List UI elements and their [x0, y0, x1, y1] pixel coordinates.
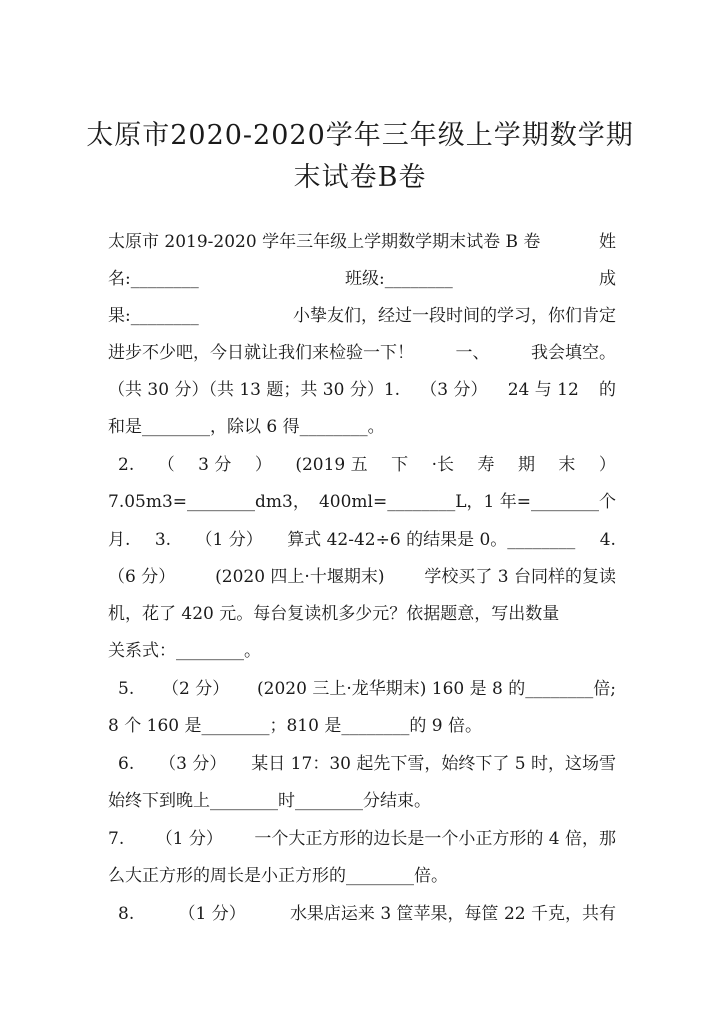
text-segment: 寿	[477, 455, 495, 475]
text-segment: ）	[254, 455, 272, 475]
text-line-13	[118, 677, 616, 701]
text-segment: 机，花了 420 元。每台复读机多少元？依据题意，写出数量	[108, 604, 560, 624]
text-line-8	[108, 490, 616, 514]
text-segment: 4.	[599, 530, 616, 550]
text-segment: 8.	[118, 904, 135, 924]
text-segment: (2019 五	[295, 455, 368, 475]
text-line-19	[118, 902, 616, 926]
text-segment: ）	[598, 455, 616, 475]
text-segment: 5.	[118, 679, 135, 699]
text-segment: 8 个 160 是________；810 是________的 9 倍。	[108, 716, 482, 736]
text-segment: ·长	[431, 455, 454, 475]
text-segment: 24 与 12	[507, 380, 579, 400]
text-line-3	[108, 304, 616, 328]
text-segment: 的	[598, 380, 616, 400]
text-segment: 我会填空。	[531, 343, 616, 363]
text-segment: （共 30 分）（共 13 题；共 30 分）1.	[108, 380, 401, 400]
document-title-line-1: 太原市2020-2020学年三年级上学期数学期	[86, 120, 634, 151]
text-segment: 2.	[118, 455, 135, 475]
text-segment: （2 分）	[162, 679, 230, 699]
text-line-7	[118, 453, 616, 477]
text-segment: 某日 17：30 起先下雪，始终下了 5 时，这场雪	[251, 754, 616, 774]
text-segment: 关系式：________。	[108, 641, 261, 661]
text-line-11	[108, 602, 616, 626]
text-line-16	[108, 789, 616, 813]
text-segment: 6.	[118, 754, 135, 774]
text-segment: 算式 42-42÷6 的结果是 0。________	[287, 530, 576, 550]
text-segment: 和是________，除以 6 得________。	[108, 417, 385, 437]
text-segment: (2020 三上·龙华期末) 160 是 8 的________倍;	[257, 679, 616, 699]
text-line-1	[108, 230, 616, 254]
text-line-17	[108, 827, 616, 851]
text-segment: 7.	[108, 829, 125, 849]
text-segment: （1 分）	[195, 530, 263, 550]
text-segment: 下	[391, 455, 409, 475]
text-segment: （1 分）	[155, 829, 223, 849]
text-line-14	[108, 714, 616, 738]
document-title-line-2: 末试卷B卷	[293, 162, 427, 193]
text-segment: 7.05m3=________dm3，	[108, 492, 310, 512]
text-segment: 小挚友们，经过一段时间的学习，你们肯定	[293, 306, 616, 326]
text-line-5	[108, 378, 616, 402]
text-segment: 太原市 2019-2020 学年三年级上学期数学期末试卷 B 卷	[108, 232, 541, 252]
text-segment: 始终下到晚上________时________分结束。	[108, 791, 431, 811]
text-line-18	[108, 864, 616, 888]
text-line-15	[118, 752, 616, 776]
text-segment: 姓	[599, 232, 616, 252]
text-segment: 400ml=________L，1 年=________个	[318, 492, 616, 512]
text-segment: 成	[599, 269, 616, 289]
text-segment: （3 分）	[159, 754, 227, 774]
text-segment: （6 分）	[108, 567, 176, 587]
text-segment: 末	[558, 455, 576, 475]
text-line-4	[108, 341, 616, 365]
text-segment: （1 分）	[178, 904, 246, 924]
text-line-9	[108, 528, 616, 552]
text-segment: 期	[517, 455, 535, 475]
text-segment: （	[157, 455, 175, 475]
text-segment: 3.	[154, 530, 172, 550]
text-segment: 班级:________	[345, 269, 453, 289]
text-segment: 月.	[108, 530, 131, 550]
text-segment: 3 分	[198, 455, 232, 475]
text-segment: (2020 四上·十堰期末)	[215, 567, 385, 587]
text-line-2	[108, 267, 616, 291]
text-segment: （3 分）	[420, 380, 488, 400]
text-line-12	[108, 639, 616, 663]
text-segment: 水果店运来 3 筐苹果，每筐 22 千克，共有	[289, 904, 616, 924]
text-segment: 进步不少吧，今日就让我们来检验一下！	[108, 343, 414, 363]
text-segment: 一、	[455, 343, 490, 363]
text-segment: 名:________	[108, 269, 199, 289]
text-line-6	[108, 415, 616, 439]
text-line-10	[108, 565, 616, 589]
text-segment: 么大正方形的周长是小正方形的________倍。	[108, 866, 448, 886]
text-segment: 一个大正方形的边长是一个小正方形的 4 倍，那	[254, 829, 616, 849]
text-segment: 学校买了 3 台同样的复读	[424, 567, 616, 587]
text-segment: 果:________	[108, 306, 199, 326]
